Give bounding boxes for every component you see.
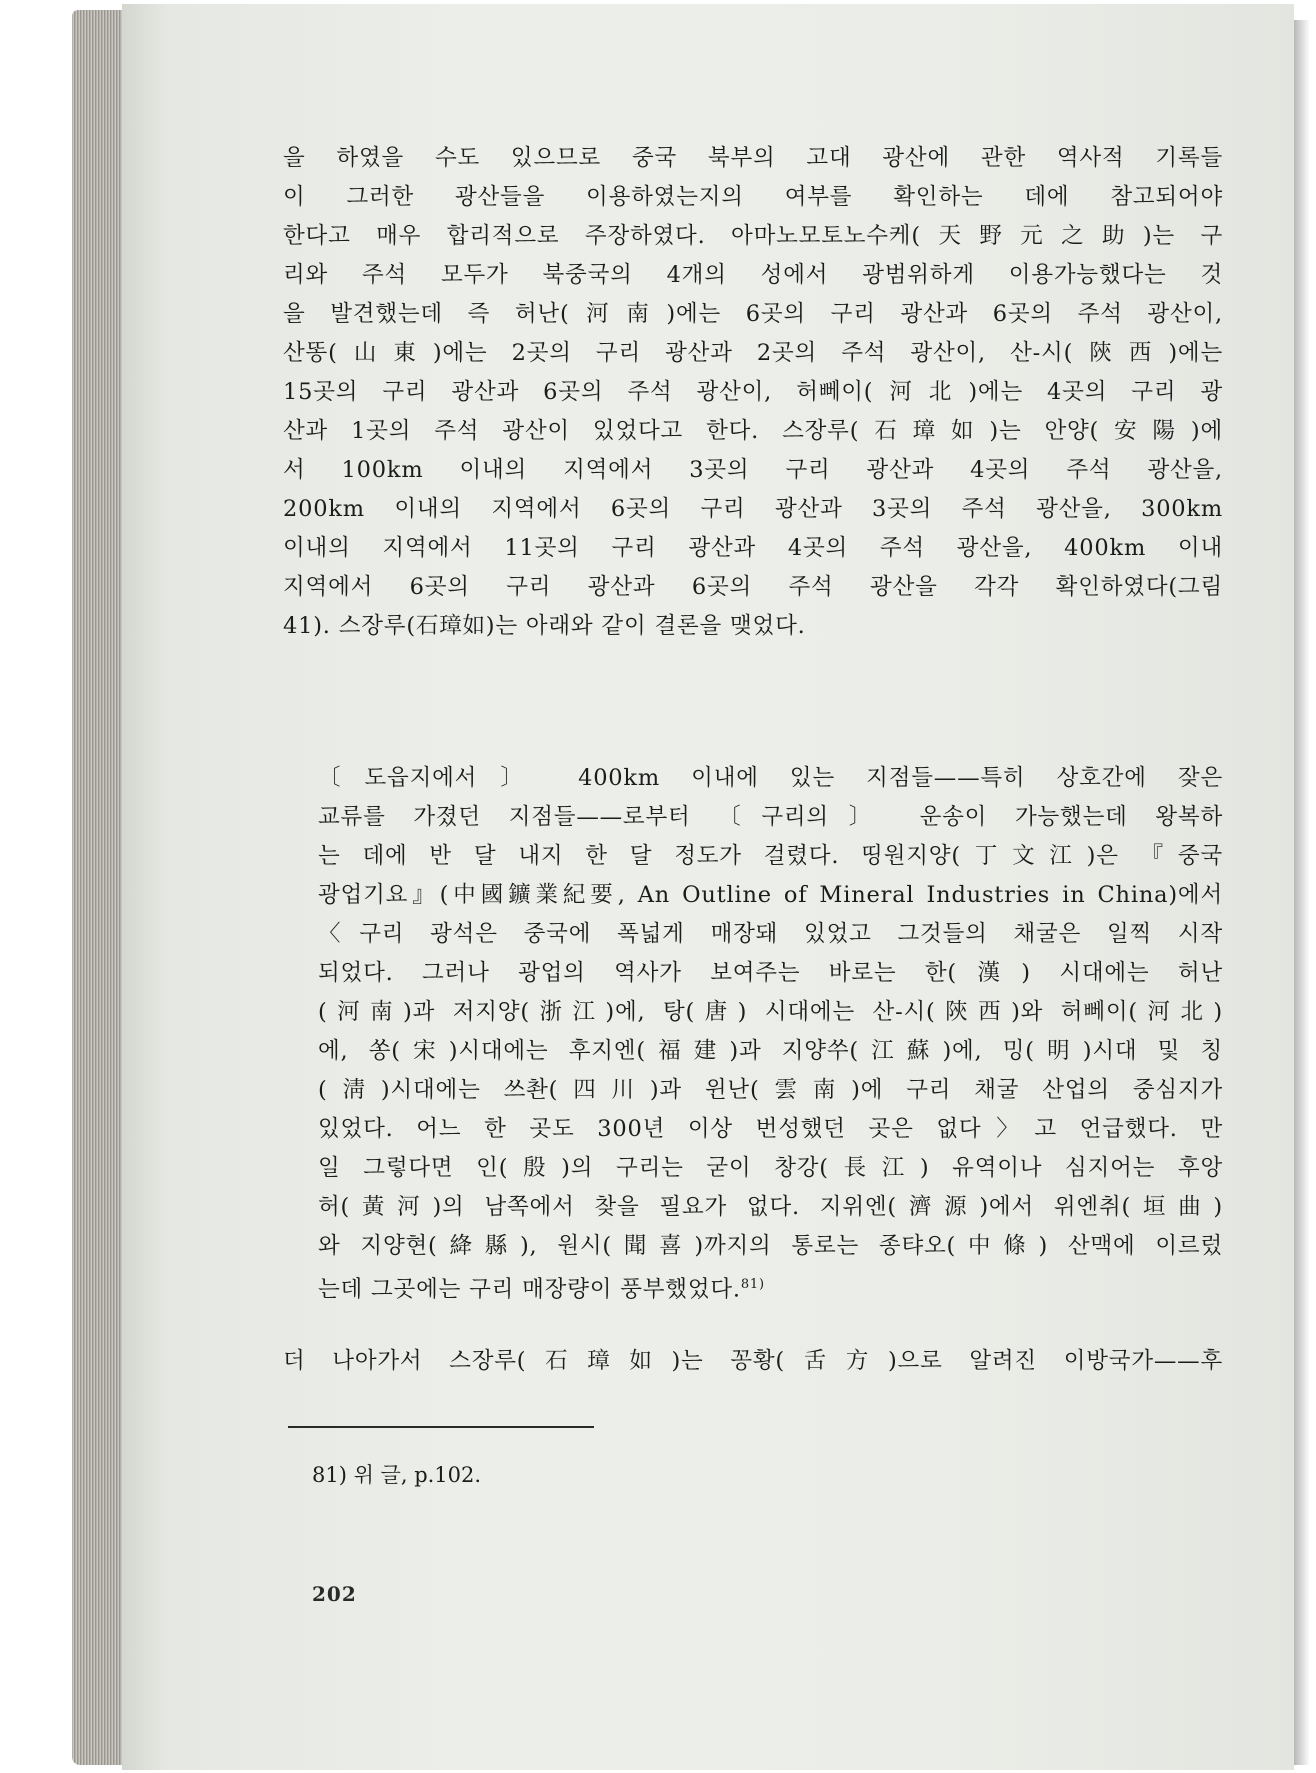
text-line: 서 100km 이내의 지역에서 3곳의 구리 광산과 4곳의 주석 광산을, bbox=[283, 457, 1223, 483]
text-line: (淸)시대에는 쓰촨(四川)과 윈난(雲南)에 구리 채굴 산업의 중심지가 bbox=[318, 1077, 1223, 1103]
text-line: 15곳의 구리 광산과 6곳의 주석 광산이, 허뻬이(河北)에는 4곳의 구리 광 bbox=[283, 379, 1223, 405]
text-line: 산과 1곳의 주석 광산이 있었다고 한다. 스장루(石璋如)는 안양(安陽)에 bbox=[283, 418, 1223, 444]
text-line: 광업기요』(中國鑛業紀要, An Outline of Mineral Industries in China)에서 bbox=[318, 882, 1223, 908]
text-line: 200km 이내의 지역에서 6곳의 구리 광산과 3곳의 주석 광산을, 300km bbox=[283, 496, 1223, 522]
text-line: 이내의 지역에서 11곳의 구리 광산과 4곳의 주석 광산을, 400km 이내 bbox=[283, 535, 1223, 561]
text-line: 에, 쏭(宋)시대에는 후지엔(福建)과 지양쑤(江蘇)에, 밍(明)시대 및 칭 bbox=[318, 1038, 1223, 1064]
page-number: 202 bbox=[312, 1582, 357, 1606]
text-line bbox=[318, 1267, 1223, 1303]
text-line: 〔도읍지에서〕 400km 이내에 있는 지점들——특히 상호간에 잦은 bbox=[318, 765, 1223, 791]
text-line: 는 데에 반 달 내지 한 달 정도가 걸렸다. 띵원지양(丁文江)은 『중국 bbox=[318, 843, 1223, 869]
text-line: 교류를 가졌던 지점들——로부터 〔구리의〕 운송이 가능했는데 왕복하 bbox=[318, 804, 1223, 830]
text-line: 와 지양현(絳縣), 원시(聞喜)까지의 통로는 종탸오(中條) 산맥에 이르렀 bbox=[318, 1233, 1223, 1259]
footnote: 81) 위 글, p.102. bbox=[312, 1463, 482, 1487]
text-line: 허(黃河)의 남쪽에서 찾을 필요가 없다. 지위엔(濟源)에서 위엔취(垣曲) bbox=[318, 1194, 1223, 1220]
text-line-content: 는데 그곳에는 구리 매장량이 풍부했었다. bbox=[318, 1276, 741, 1303]
text-line: 리와 주석 모두가 북중국의 4개의 성에서 광범위하게 이용가능했다는 것 bbox=[283, 262, 1223, 288]
text-line: 한다고 매우 합리적으로 주장하였다. 아마노모토노수케(天野元之助)는 구 bbox=[283, 223, 1223, 249]
text-line: 일 그렇다면 인(殷)의 구리는 굳이 창강(長江) 유역이나 심지어는 후앙 bbox=[318, 1155, 1223, 1181]
text-line: 41). 스장루(石璋如)는 아래와 같이 결론을 맺었다. bbox=[283, 613, 806, 639]
footnote-reference: 81) bbox=[740, 1277, 765, 1292]
text-line: 더 나아가서 스장루(石璋如)는 꽁황(舌方)으로 알려진 이방국가——후 bbox=[283, 1348, 1223, 1374]
text-line: 산똥(山東)에는 2곳의 구리 광산과 2곳의 주석 광산이, 산-시(陝西)에는 bbox=[283, 340, 1223, 366]
text-line: 있었다. 어느 한 곳도 300년 이상 번성했던 곳은 없다〉고 언급했다. 만 bbox=[318, 1116, 1223, 1142]
text-line: 되었다. 그러나 광업의 역사가 보여주는 바로는 한(漢) 시대에는 허난 bbox=[318, 960, 1223, 986]
text-line: 〈구리 광석은 중국에 폭넓게 매장돼 있었고 그것들의 채굴은 일찍 시작 bbox=[318, 921, 1223, 947]
text-line: 을 하였을 수도 있으므로 중국 북부의 고대 광산에 관한 역사적 기록들 bbox=[283, 145, 1223, 171]
footnote-divider bbox=[288, 1426, 594, 1428]
text-line: (河南)과 저지양(浙江)에, 탕(唐) 시대에는 산-시(陝西)와 허뻬이(河北) bbox=[318, 999, 1223, 1025]
text-line: 을 발견했는데 즉 허난(河南)에는 6곳의 구리 광산과 6곳의 주석 광산이, bbox=[283, 301, 1223, 327]
text-line: 지역에서 6곳의 구리 광산과 6곳의 주석 광산을 각각 확인하였다(그림 bbox=[283, 574, 1223, 600]
text-line: 이 그러한 광산들을 이용하였는지의 여부를 확인하는 데에 참고되어야 bbox=[283, 184, 1223, 210]
